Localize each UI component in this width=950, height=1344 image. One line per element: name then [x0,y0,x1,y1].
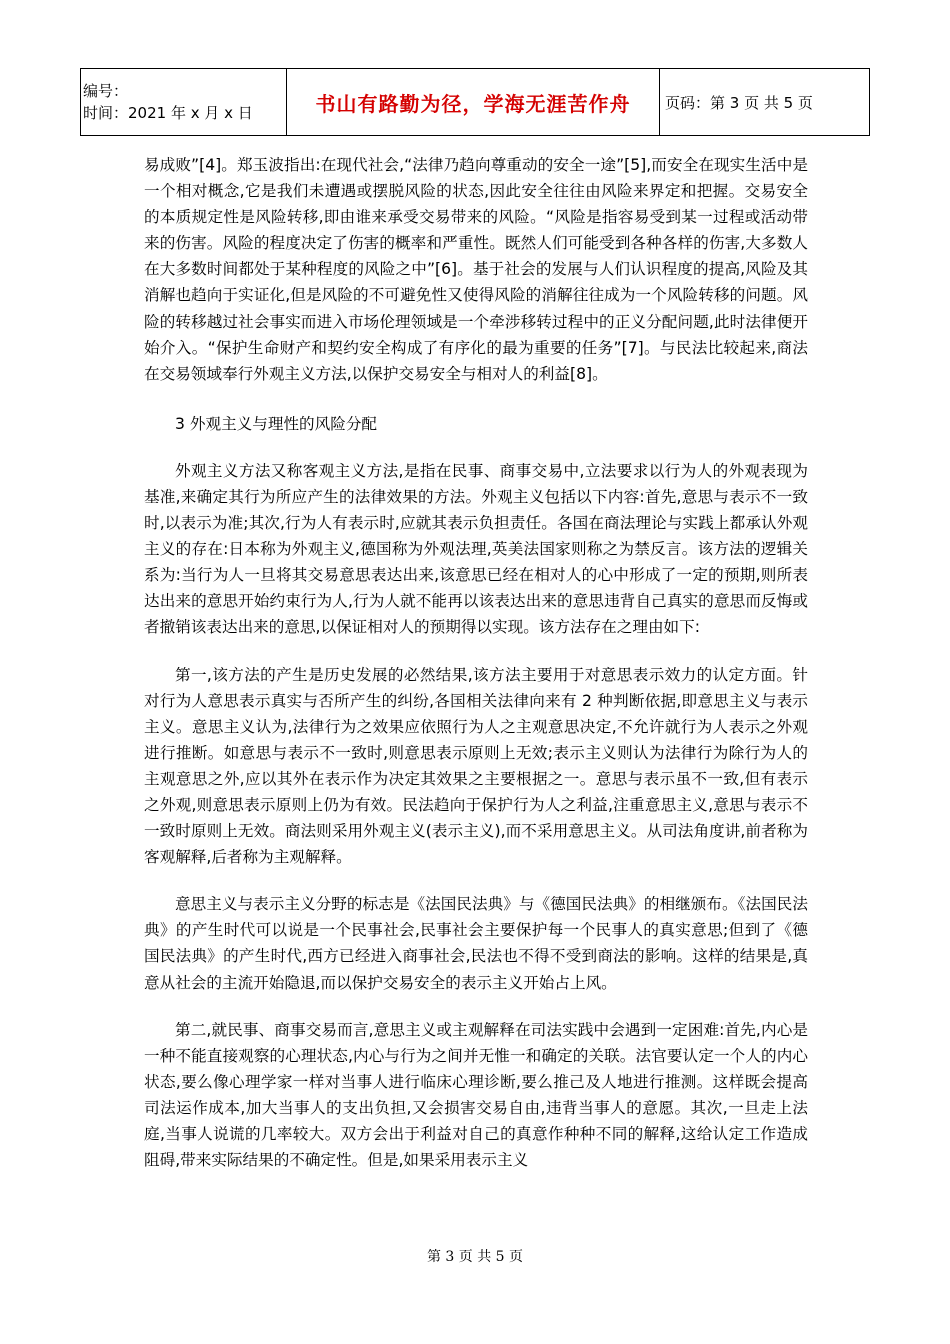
paragraph: 易成败”[4]。郑玉波指出:在现代社会,“法律乃趋向尊重动的安全一途”[5],而安全在现实生活中是一个相对概念,它是我们未遭遇或摆脱风险的状态,因此安全往往由风险来界定和把握。交易安全的本质规定性是风险转移,即由谁来承受交易带来的风险。“风险是指容易受到某一过程或活动带来的伤害。风险的程度决定了伤害的概率和严重性。既然人们可能受到各种各样的伤害,大多数人在大多数时间都处于某种程度的风险之中”[6]。基于社会的发展与人们认识程度的提高,风险及其消解也趋向于实证化,但是风险的不可避免性又使得风险的消解往往成为一个风险转移的问题。风险的转移越过社会事实而进入市场伦理领域是一个牵涉移转过程中的正义分配问题,此时法律便开始介入。“保护生命财产和契约安全构成了有序化的最为重要的任务”[7]。与民法比较起来,商法在交易领域奉行外观主义方法,以保护交易安全与相对人的利益[8]。 [144,156,809,383]
header-page-number: 页码：第 3 页 共 5 页 [660,69,870,136]
document-number: 编号： [83,82,129,100]
paragraph: 意思主义与表示主义分野的标志是《法国民法典》与《德国民法典》的相继颁布。《法国民法典》的产生时代可以说是一个民事社会,民事社会主要保护每一个民事人的真实意思;但到了《德国民法典》的产生时代,西方已经进入商事社会,民法也不得不受到商法的影响。这样的结果是,真意从社会的主流开始隐退,而以保护交易安全的表示主义开始占上风。 [144,895,808,992]
document-date: 时间：2021 年 x 月 x 日 [83,104,253,122]
header-motto: 书山有路勤为径，学海无涯苦作舟 [287,69,660,136]
document-body [144,152,808,1173]
page-footer: 第 3 页 共 5 页 [426,1249,524,1265]
paragraph: 第二,就民事、商事交易而言,意思主义或主观解释在司法实践中会遇到一定困难:首先,内心是一种不能直接观察的心理状态,内心与行为之间并无惟一和确定的关联。法官要认定一个人的内心状态,要么像心理学家一样对当事人进行临床心理诊断,要么推己及人地进行推测。这样既会提高司法运作成本,加大当事人的支出负担,又会损害交易自由,违背当事人的意愿。其次,一旦走上法庭,当事人说谎的几率较大。双方会出于利益对自己的真意作种种不同的解释,这给认定工作造成阻碍,带来实际结果的不确定性。但是,如果采用表示主义 [144,1020,808,1170]
paragraph: 第一,该方法的产生是历史发展的必然结果,该方法主要用于对意思表示效力的认定方面。针对行为人意思表示真实与否所产生的纠纷,各国相关法律向来有 2 种判断依据,即意思主义与表示主义。意思主义认为,法律行为之效果应依照行为人之主观意思决定,不允许就行为人表示之外观进行推断。如意思与表示不一致时,则意思表示原则上无效;表示主义则认为法律行为除行为人的主观意思之外,应以其外在表示作为决定其效果之主要根据之一。意思与表示虽不一致,但有表示之外观,则意思表示原则上仍为有效。民法趋向于保护行为人之利益,注重意思主义,意思与表示不一致时原则上无效。商法则采用外观主义(表示主义),而不采用意思主义。从司法角度讲,前者称为客观解释,后者称为主观解释。 [144,665,808,867]
section-heading: 3 外观主义与理性的风险分配 [175,414,378,433]
page-header [80,68,870,136]
paragraph: 外观主义方法又称客观主义方法,是指在民事、商事交易中,立法要求以行为人的外观表现为基准,来确定其行为所应产生的法律效果的方法。外观主义包括以下内容:首先,意思与表示不一致时,以表示为准;其次,行为人有表示时,应就其表示负担责任。各国在商法理论与实践上都承认外观主义的存在:日本称为外观主义,德国称为外观法理,英美法国家则称之为禁反言。该方法的逻辑关系为:当行为人一旦将其交易意思表达出来,该意思已经在相对人的心中形成了一定的预期,则所表达出来的意思开始约束行为人,行为人就不能再以该表达出来的意思违背自己真实的意思而反悔或者撤销该表达出来的意思,以保证相对人的预期得以实现。该方法存在之理由如下: [144,461,808,637]
header-meta [81,69,287,136]
